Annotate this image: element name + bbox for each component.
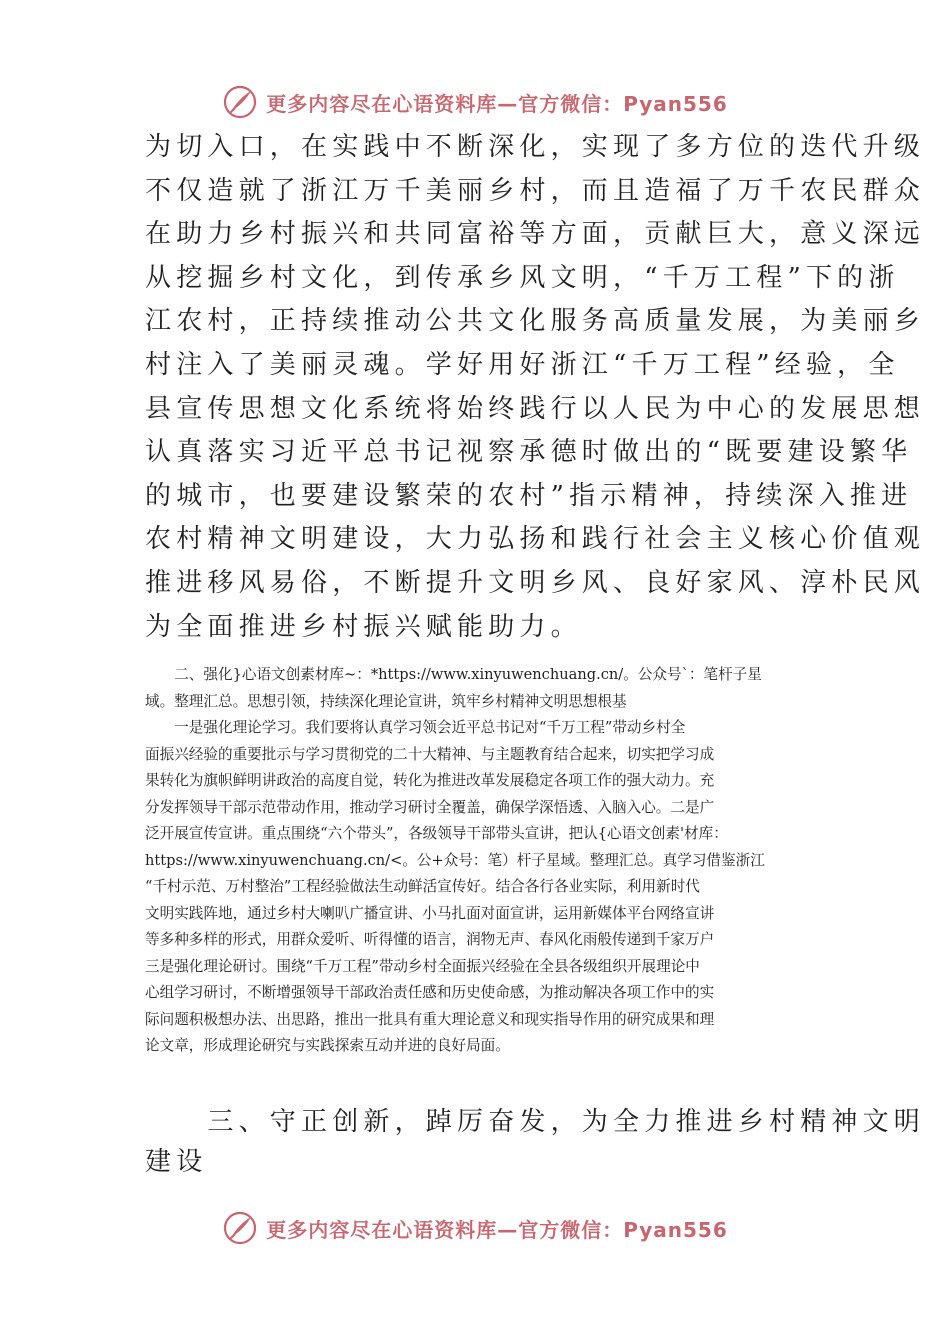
text-line: “千村示范、万村整治”工程经验做法生动鲜活宣传好。结合各行各业实际，利用新时代	[145, 878, 700, 895]
banner-text: 更多内容尽在心语资料库—官方微信：Pyan556	[266, 1217, 728, 1242]
text-line: 县宣传思想文化系统将始终践行以人民为中心的发展思想	[145, 393, 926, 424]
text-line: 推进移风易俗，不断提升文明乡风、良好家风、淳朴民风	[145, 567, 926, 598]
text-line: 农村精神文明建设，大力弘扬和践行社会主义核心价值观	[145, 524, 926, 555]
text-line: 果转化为旗帜鲜明讲政治的高度自觉，转化为推进改革发展稳定各项工作的强大动力。充	[145, 772, 715, 789]
text-line: 为切入口，在实践中不断深化，实现了多方位的迭代升级	[145, 132, 926, 162]
section-heading-3	[145, 1102, 926, 1182]
quill-seal-icon	[222, 1210, 258, 1246]
text-line: 域。整理汇总。思想引领，持续深化理论宣讲，筑牢乡村精神文明思想根基	[145, 692, 627, 710]
text-line: 面振兴经验的重要批示与学习贯彻党的二十大精神、与主题教育结合起来，切实把学习成	[145, 745, 715, 763]
text-line: 等多种多样的形式，用群众爱听、听得懂的语言，润物无声、春风化雨般传递到千家万户	[145, 931, 715, 948]
header-banner	[0, 82, 950, 122]
text-line: 不仅造就了浙江万千美丽乡村，而且造福了万千农民群众	[145, 175, 926, 206]
text-line: 心组学习研讨，不断增强领导干部政治责任感和历史使命感，为推动解决各项工作中的实	[145, 984, 715, 1001]
text-line: 际问题积极想办法、出思路，推出一批具有重大理论意义和现实指导作用的研究成果和理	[145, 1010, 715, 1028]
text-line: 论文章，形成理论研究与实践探索互动并进的良好局面。	[145, 1037, 510, 1054]
text-line: 泛开展宣传宣讲。重点围绕“六个带头”，各级领导干部带头宣讲，把认{心语文创素'材库：	[145, 825, 728, 842]
text-line: 从挖掘乡村文化，到传承乡风文明，“千万工程”下的浙	[145, 262, 900, 293]
banner-text: 更多内容尽在心语资料库—官方微信：Pyan556	[266, 91, 728, 116]
text-line: 文明实践阵地，通过乡村大喇叭广播宣讲、小马扎面对面宣讲，运用新媒体平台网络宣讲	[145, 904, 715, 922]
text-line: 认真落实习近平总书记视察承德时做出的“既要建设繁华	[145, 437, 913, 468]
text-line: 一是强化理论学习。我们要将认真学习领会近平总书记对“千万工程”带动乡村全	[145, 719, 686, 736]
text-line: 村注入了美丽灵魂。学好用好浙江“千万工程”经验，全	[145, 349, 900, 380]
text-line: https://www.xinyuwenchuang.cn/<。公+众号：笔）杆子星域。整理汇总。真学习借鉴浙江	[145, 851, 765, 869]
heading-line: 建设	[145, 1147, 208, 1177]
footer-banner	[0, 1208, 950, 1248]
text-line: 的城市，也要建设繁荣的农村”指示精神，持续深入推进	[145, 480, 913, 511]
text-line: 在助力乡村振兴和共同富裕等方面，贡献巨大，意义深远	[145, 219, 926, 250]
quill-seal-icon	[222, 84, 258, 120]
text-line: 三是强化理论研讨。围绕“千万工程”带动乡村全面振兴经验在全县各级组织开展理论中	[145, 957, 700, 975]
text-line: 分发挥领导干部示范带动作用，推动学习研讨全覆盖，确保学深悟透、入脑入心。二是广	[145, 798, 715, 816]
body-paragraph-small	[145, 662, 810, 1060]
text-line: 二、强化}心语文创素材库~：*https://www.xinyuwenchuang.cn/。公众号`：笔杆子星	[145, 666, 762, 683]
text-line: 江农村，正持续推动公共文化服务高质量发展，为美丽乡	[145, 306, 926, 337]
text-line: 为全面推进乡村振兴赋能助力。	[145, 611, 582, 642]
heading-line: 三、守正创新，踔厉奋发，为全力推进乡村精神文明	[145, 1107, 926, 1137]
body-paragraph-large	[145, 126, 926, 649]
